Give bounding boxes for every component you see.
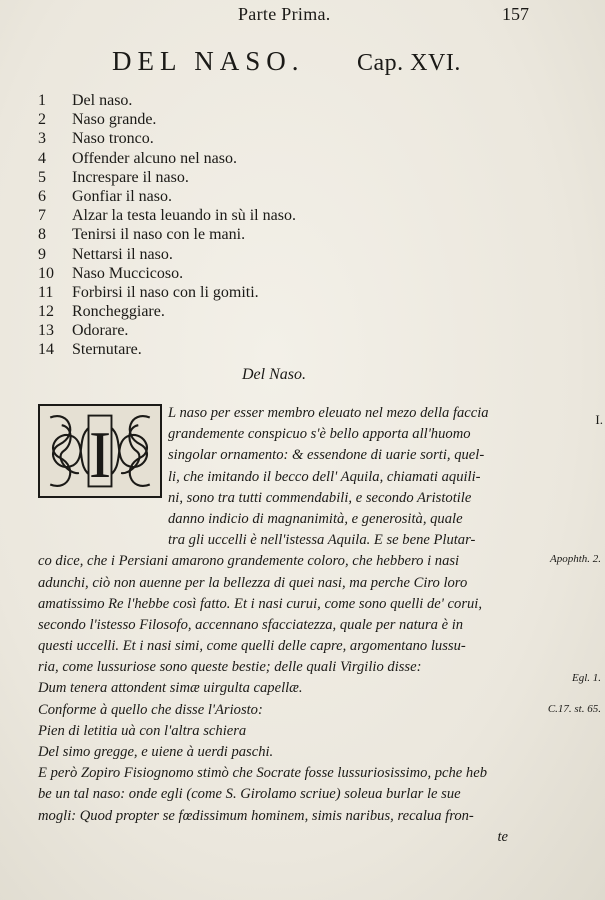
item-number: 3	[38, 130, 46, 148]
item-text: Offender alcuno nel naso.	[72, 149, 237, 167]
item-number: 12	[38, 303, 54, 321]
catchword: te	[497, 828, 508, 845]
list-item	[38, 321, 368, 340]
item-text: Alzar la testa leuando in sù il naso.	[72, 207, 296, 225]
list-item	[38, 129, 368, 148]
body-text	[38, 403, 578, 848]
text-line: amatissimo Re l'hebbe così fatto. Et i nasi curui, come sono quelli de' corui,	[38, 595, 482, 612]
item-number: 8	[38, 226, 46, 244]
item-number: 4	[38, 149, 46, 167]
chapter-title: DEL NASO.	[112, 46, 305, 76]
text-line: questi uccelli. Et i nasi simi, come quelli delle capre, argomentano lussu-	[38, 638, 466, 655]
text-line: singolar ornamento: & essendone di uarie sorti, quel-	[168, 447, 485, 464]
item-text: Naso grande.	[72, 111, 157, 129]
text-line: Conforme à quello che disse l'Ariosto:	[38, 701, 263, 718]
list-item	[38, 264, 368, 283]
text-line: tra gli uccelli è nell'istessa Aquila. E se bene Plutar-	[168, 532, 476, 549]
item-text: Naso Muccicoso.	[72, 264, 184, 282]
item-text: Tenirsi il naso con le mani.	[72, 226, 246, 244]
text-line: adunchi, ciò non auenne per la bellezza di quei nasi, ma perche Ciro loro	[38, 574, 468, 591]
chapter-contents-list	[38, 91, 368, 360]
text-line: be un tal naso: onde egli (come S. Girolamo scriue) soleua burlar le sue	[38, 786, 461, 803]
margin-bracket: I.	[595, 412, 603, 427]
list-item	[38, 283, 368, 302]
running-title: Parte Prima.	[238, 4, 331, 24]
item-number: 9	[38, 245, 46, 263]
item-number: 10	[38, 264, 54, 282]
text-line: danno indicio di magnanimità, e generosità, quale	[168, 510, 463, 527]
text-line: mogli: Quod propter se fœdissimum hominem, simis naribus, recalua fron-	[38, 807, 474, 824]
item-number: 11	[38, 283, 54, 301]
list-item	[38, 149, 368, 168]
item-text: Forbirsi il naso con li gomiti.	[72, 283, 259, 301]
list-item	[38, 302, 368, 321]
item-text: Del naso.	[72, 92, 133, 109]
item-text: Naso tronco.	[72, 130, 154, 148]
list-item	[38, 168, 368, 187]
item-text: Sternutare.	[72, 341, 142, 359]
text-line: Pien di letitia uà con l'altra schiera	[38, 722, 247, 739]
section-heading: Del Naso.	[242, 366, 306, 383]
text-line: E però Zopiro Fisiognomo stimò che Socrate fosse lussuriosissimo, pche heb	[38, 765, 488, 782]
text-line: Del simo gregge, e uiene à uerdi paschi.	[38, 744, 274, 760]
list-item	[38, 340, 368, 359]
list-item	[38, 206, 368, 225]
running-header	[0, 4, 605, 30]
item-text: Nettarsi il naso.	[72, 245, 173, 263]
item-number: 6	[38, 187, 46, 205]
text-line: grandemente conspicuo s'è bello apporta all'huomo	[168, 426, 471, 443]
list-item	[38, 245, 368, 264]
margin-note: C.17. st. 65.	[547, 703, 601, 715]
text-line: ria, come lussuriose sono queste bestie; delle quali Virgilio disse:	[38, 659, 422, 676]
item-text: Roncheggiare.	[72, 303, 165, 321]
item-number: 1	[38, 92, 46, 109]
item-text: Increspare il naso.	[72, 168, 189, 186]
item-text: Odorare.	[72, 322, 129, 340]
item-number: 13	[38, 322, 54, 340]
item-number: 14	[38, 341, 54, 359]
item-number: 5	[38, 168, 46, 186]
list-item	[38, 187, 368, 206]
text-line: li, che imitando il becco dell' Aquila, chiamati aquili-	[168, 468, 481, 485]
item-number: 2	[38, 111, 46, 129]
list-item	[38, 110, 368, 129]
page-number: 157	[502, 4, 529, 24]
chapter-number: Cap. XVI.	[357, 50, 461, 76]
text-line: secondo l'istesso Filosofo, accennano sfacciatezza, quale per natura è in	[38, 616, 464, 633]
margin-note: Apophth. 2.	[549, 553, 601, 565]
item-text: Gonfiar il naso.	[72, 187, 172, 205]
text-line: L naso per esser membro eleuato nel mezo della faccia	[168, 405, 489, 421]
item-number: 7	[38, 207, 46, 225]
text-line: co dice, che i Persiani amarono grandemente coloro, che hebbero i nasi	[38, 553, 460, 570]
margin-note: Egl. 1.	[571, 672, 601, 684]
drop-cap-letter: I	[88, 417, 112, 492]
text-line: Dum tenera attondent simæ uirgulta capellæ.	[38, 680, 303, 697]
text-line: ni, sono tra tutti commendabili, e secondo Aristotile	[168, 489, 472, 506]
list-item	[38, 91, 368, 110]
list-item	[38, 225, 368, 244]
